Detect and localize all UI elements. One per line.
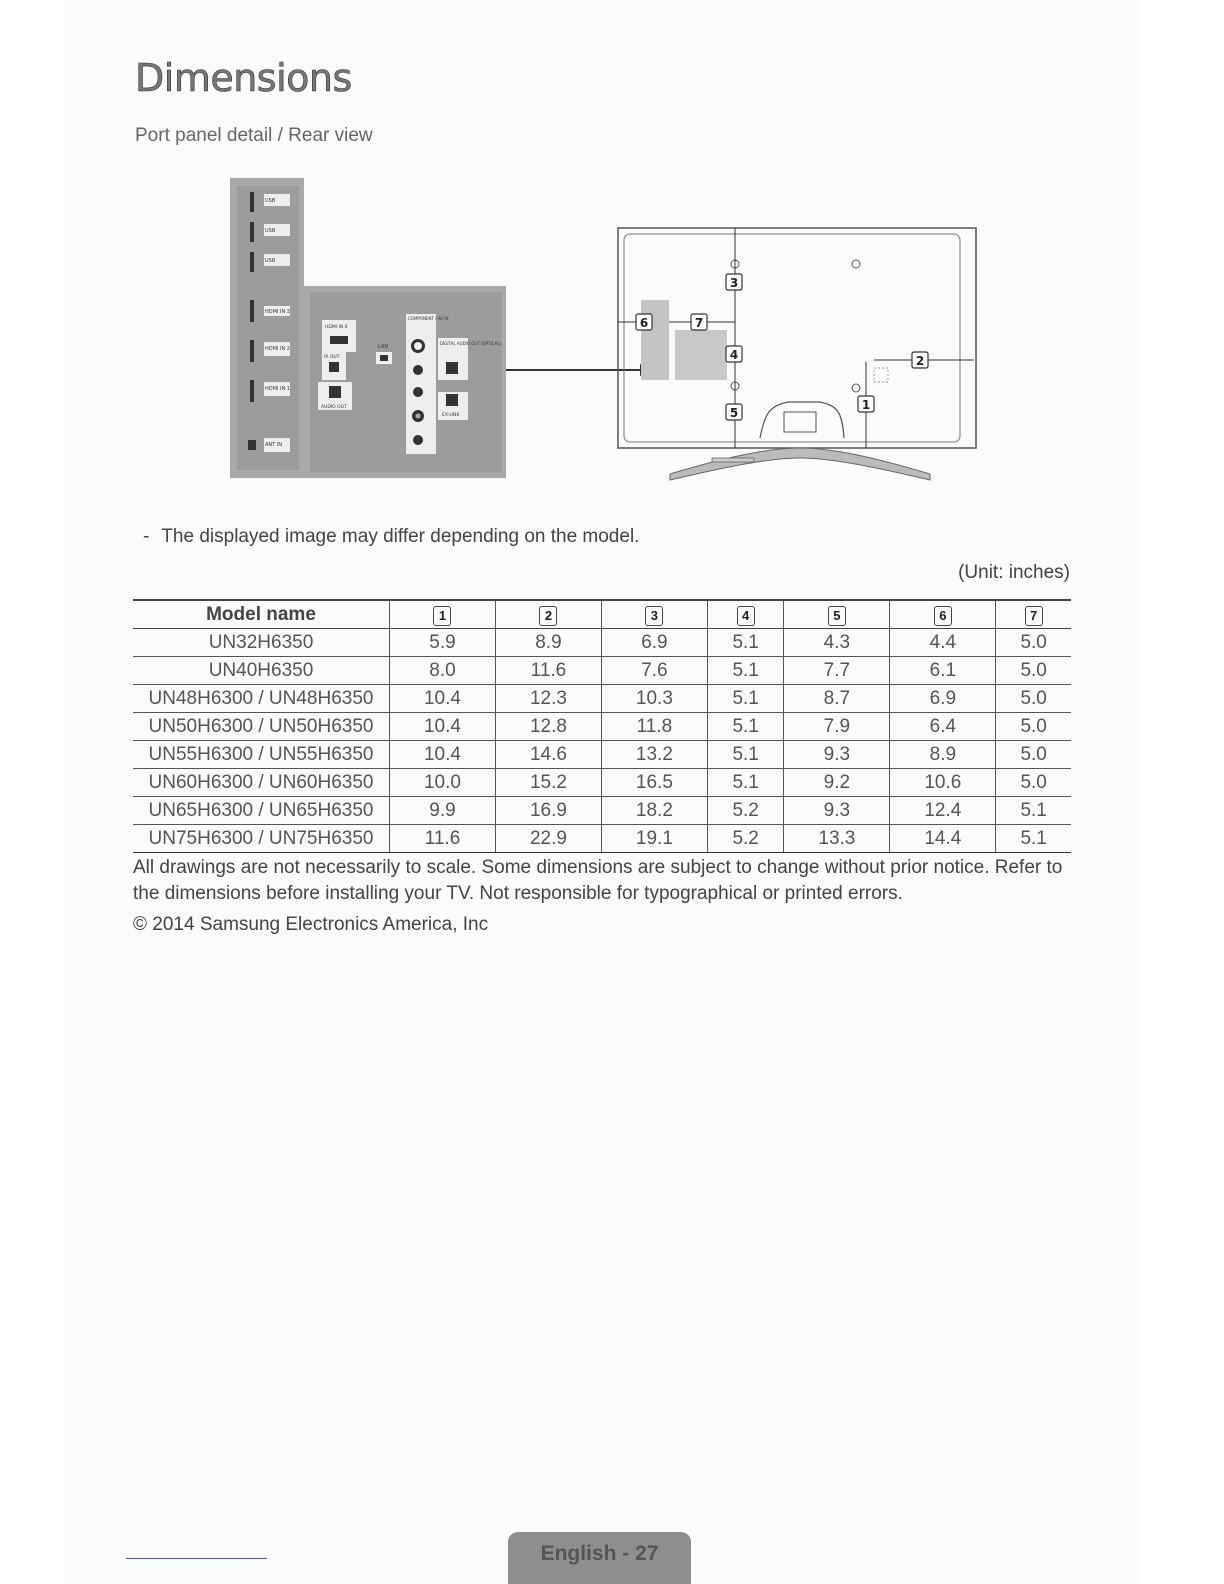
value-cell: 11.6 [495, 657, 601, 685]
value-cell: 14.4 [890, 825, 996, 853]
side-port-label: HDMI IN 1 [265, 386, 290, 392]
dimensions-table [133, 599, 1071, 853]
value-cell: 5.0 [996, 629, 1071, 657]
value-cell: 12.8 [495, 713, 601, 741]
value-cell: 10.4 [390, 713, 496, 741]
callout-1: 1 [861, 398, 871, 412]
value-cell: 8.7 [784, 685, 890, 713]
value-cell: 5.1 [707, 769, 784, 797]
model-cell: UN50H6300 / UN50H6350 [133, 713, 390, 741]
value-cell: 5.1 [707, 629, 784, 657]
page-title: Dimensions [135, 56, 352, 100]
rear-port-label: LAN [378, 344, 389, 350]
value-cell: 11.6 [390, 825, 496, 853]
table-row [133, 769, 1071, 797]
value-cell: 6.1 [890, 657, 996, 685]
value-cell: 5.9 [390, 629, 496, 657]
table-row [133, 741, 1071, 769]
value-cell: 18.2 [601, 797, 707, 825]
col-badge: 3 [645, 606, 663, 626]
model-cell: UN48H6300 / UN48H6350 [133, 685, 390, 713]
port-panel-diagram [230, 178, 506, 478]
rear-port-label: DIGITAL AUDIO OUT (OPTICAL) [440, 341, 502, 346]
ir-out-port [329, 362, 339, 372]
value-cell: 14.6 [495, 741, 601, 769]
header-col-4 [707, 600, 784, 629]
lan-port [380, 355, 388, 361]
col-badge: 1 [433, 606, 451, 626]
scale-disclaimer: All drawings are not necessarily to scale. Some dimensions are subject to change without prior notice. Refer to the dimensions before installing your TV. Not responsible for typographical or printed errors. [133, 857, 1063, 904]
value-cell: 7.9 [784, 713, 890, 741]
rear-port-label: COMPONENT / AV IN [408, 316, 449, 321]
value-cell: 6.9 [890, 685, 996, 713]
value-cell: 19.1 [601, 825, 707, 853]
table-header-row [133, 600, 1071, 629]
rear-port-label: EX-LINK [442, 413, 460, 418]
value-cell: 10.6 [890, 769, 996, 797]
value-cell: 16.5 [601, 769, 707, 797]
callout-5: 5 [729, 406, 739, 420]
model-cell: UN32H6350 [133, 629, 390, 657]
copyright-notice: © 2014 Samsung Electronics America, Inc [133, 914, 489, 935]
value-cell: 10.0 [390, 769, 496, 797]
table-row [133, 685, 1071, 713]
callout-6: 6 [639, 316, 649, 330]
callout-2: 2 [915, 354, 925, 368]
header-col-7 [996, 600, 1071, 629]
header-col-1 [390, 600, 496, 629]
value-cell: 4.4 [890, 629, 996, 657]
value-cell: 12.3 [495, 685, 601, 713]
side-port-label: HDMI IN 3 [265, 309, 290, 315]
rear-port-label: HDMI IN 4 [325, 325, 348, 330]
header-col-5 [784, 600, 890, 629]
value-cell: 5.2 [707, 825, 784, 853]
value-cell: 13.3 [784, 825, 890, 853]
col-badge: 4 [737, 606, 755, 626]
note-dash: - [143, 526, 150, 547]
value-cell: 10.4 [390, 685, 496, 713]
image-disclaimer-note [143, 526, 639, 548]
value-cell: 5.0 [996, 713, 1071, 741]
col-badge: 5 [828, 606, 846, 626]
hdmi-4-port [330, 336, 348, 344]
value-cell: 5.0 [996, 769, 1071, 797]
header-model-name: Model name [133, 600, 390, 629]
side-port-label: USB [265, 198, 276, 204]
value-cell: 4.3 [784, 629, 890, 657]
col-badge: 2 [539, 606, 557, 626]
port-area-side [641, 300, 669, 380]
optical-port [446, 362, 458, 374]
table-row [133, 657, 1071, 685]
header-col-2 [495, 600, 601, 629]
value-cell: 12.4 [890, 797, 996, 825]
value-cell: 22.9 [495, 825, 601, 853]
value-cell: 8.9 [495, 629, 601, 657]
note-text: The displayed image may differ depending on the model. [161, 526, 640, 547]
col-badge: 6 [934, 606, 952, 626]
value-cell: 5.1 [707, 685, 784, 713]
value-cell: 8.0 [390, 657, 496, 685]
value-cell: 5.1 [707, 657, 784, 685]
value-cell: 5.1 [996, 797, 1071, 825]
model-cell: UN65H6300 / UN65H6350 [133, 797, 390, 825]
tv-stand [670, 448, 930, 480]
side-port-label: USB [265, 228, 276, 234]
model-cell: UN60H6300 / UN60H6350 [133, 769, 390, 797]
page-subtitle: Port panel detail / Rear view [135, 125, 373, 146]
tv-rear-view-diagram [500, 222, 980, 486]
value-cell: 15.2 [495, 769, 601, 797]
unit-label: (Unit: inches) [958, 562, 1070, 583]
value-cell: 11.8 [601, 713, 707, 741]
value-cell: 8.9 [890, 741, 996, 769]
callout-3: 3 [729, 276, 739, 290]
table-row [133, 825, 1071, 853]
value-cell: 5.0 [996, 741, 1071, 769]
footer-rule [126, 1558, 267, 1559]
value-cell: 5.1 [996, 825, 1071, 853]
callout-7: 7 [694, 316, 704, 330]
col-badge: 7 [1025, 606, 1043, 626]
side-port-label: USB [265, 258, 276, 264]
audio-out-port [329, 386, 341, 398]
value-cell: 9.3 [784, 741, 890, 769]
header-col-3 [601, 600, 707, 629]
model-cell: UN40H6350 [133, 657, 390, 685]
value-cell: 13.2 [601, 741, 707, 769]
tv-back-outline [618, 228, 976, 448]
callout-4: 4 [729, 348, 739, 362]
rear-port-label: AUDIO OUT [321, 405, 347, 410]
rear-port-label: IR OUT [324, 355, 340, 360]
side-port-label: ANT IN [265, 442, 283, 448]
value-cell: 5.2 [707, 797, 784, 825]
value-cell: 6.9 [601, 629, 707, 657]
value-cell: 10.4 [390, 741, 496, 769]
value-cell: 5.0 [996, 685, 1071, 713]
value-cell: 9.3 [784, 797, 890, 825]
table-row [133, 713, 1071, 741]
page-number-tab: English - 27 [508, 1532, 691, 1584]
model-cell: UN75H6300 / UN75H6350 [133, 825, 390, 853]
port-area-rear [675, 330, 727, 380]
value-cell: 10.3 [601, 685, 707, 713]
value-cell: 9.2 [784, 769, 890, 797]
value-cell: 9.9 [390, 797, 496, 825]
value-cell: 6.4 [890, 713, 996, 741]
table-row [133, 797, 1071, 825]
antenna-port [248, 438, 290, 452]
value-cell: 7.6 [601, 657, 707, 685]
header-col-6 [890, 600, 996, 629]
value-cell: 5.1 [707, 713, 784, 741]
value-cell: 16.9 [495, 797, 601, 825]
model-cell: UN55H6300 / UN55H6350 [133, 741, 390, 769]
value-cell: 5.1 [707, 741, 784, 769]
side-port-label: HDMI IN 2 [265, 346, 290, 352]
table-row [133, 629, 1071, 657]
value-cell: 7.7 [784, 657, 890, 685]
value-cell: 5.0 [996, 657, 1071, 685]
ex-link-port [446, 394, 458, 406]
